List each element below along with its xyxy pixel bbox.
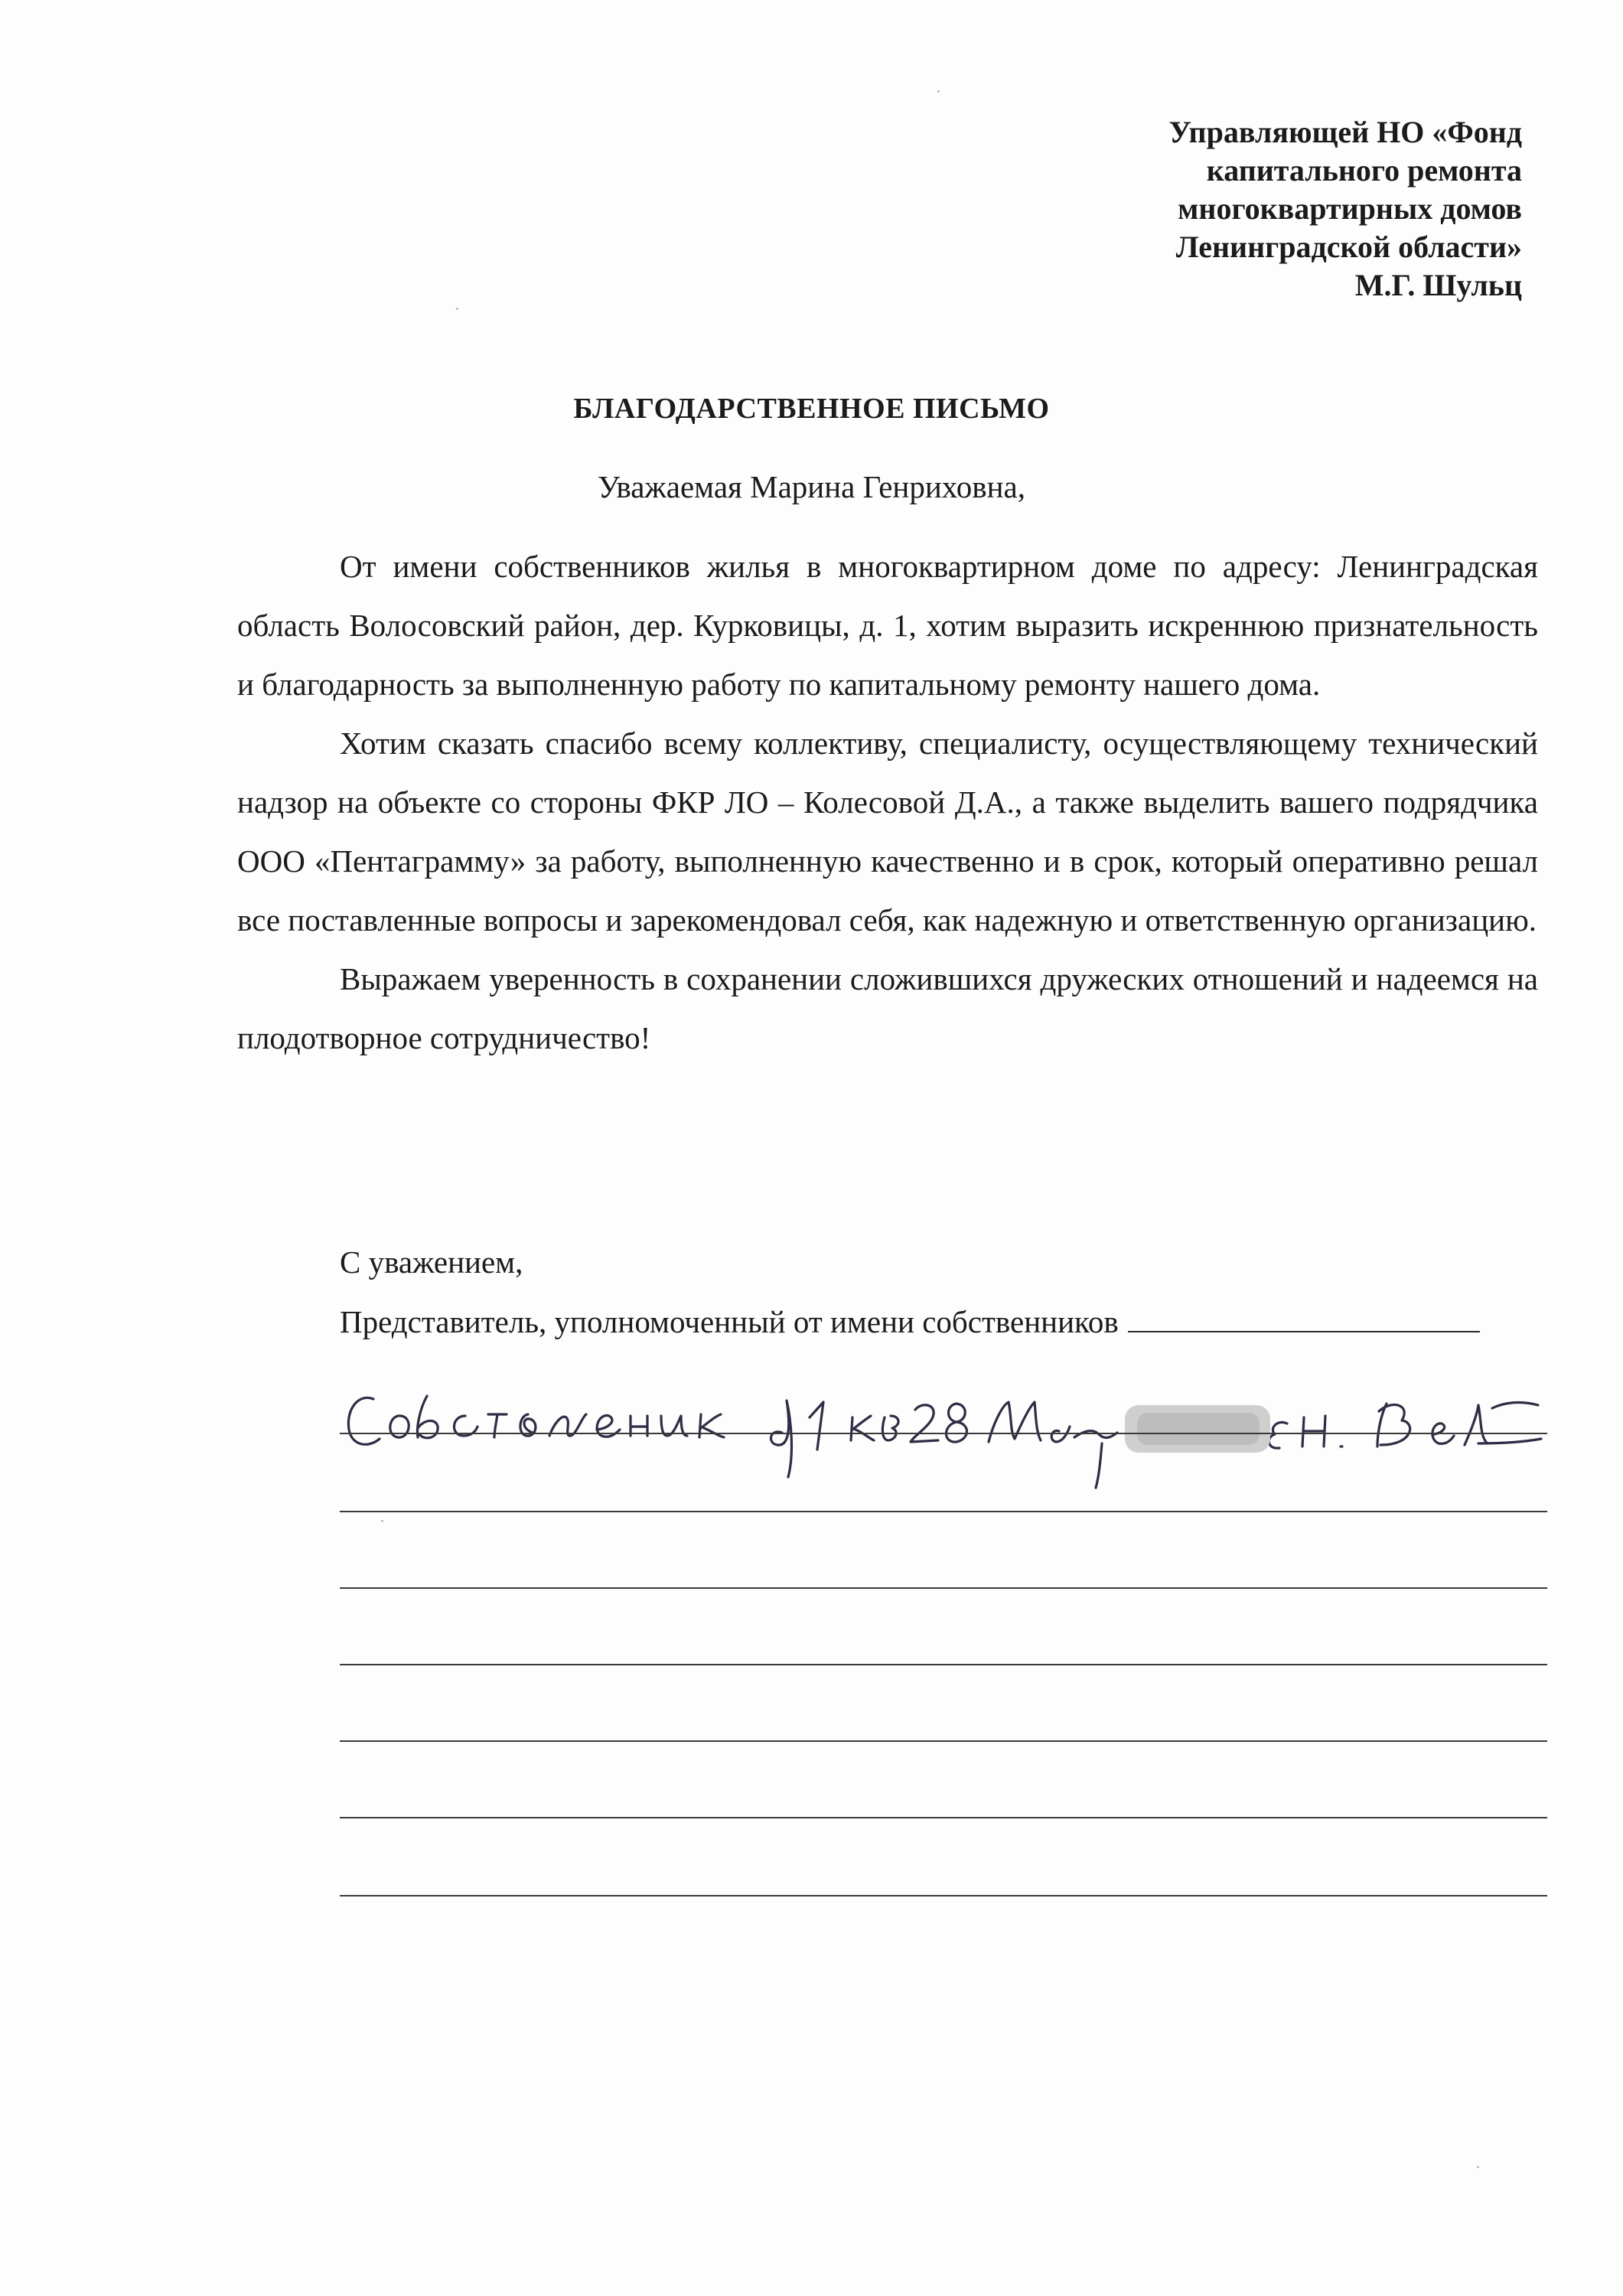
scan-speck — [381, 1520, 383, 1522]
representative-line — [340, 1292, 1480, 1352]
representative-blank — [1128, 1305, 1480, 1332]
ruled-line — [340, 1817, 1547, 1818]
addressee-line: Управляющей НО «Фонд — [1168, 115, 1522, 149]
addressee-line: многоквартирных домов — [1178, 191, 1522, 226]
addressee-name: М.Г. Шульц — [1354, 268, 1522, 302]
closing-regards: С уважением, — [340, 1244, 523, 1280]
body-paragraph: От имени собственников жилья в многоквартирном доме по адресу: Ленинградская область Волосовский район, дер. Курковицы, д. 1, хотим выразить искреннюю признательность и благодарность за выполненную работу по капитальному ремонту нашего дома. — [237, 549, 1538, 702]
salutation: Уважаемая Марина Генриховна, — [598, 469, 1025, 504]
ruled-line — [340, 1433, 1547, 1434]
ruled-line — [340, 1895, 1547, 1896]
addressee-block — [1168, 113, 1522, 305]
addressee-line: Ленинградской области» — [1175, 230, 1522, 264]
ruled-line — [340, 1587, 1547, 1589]
letter-body — [237, 537, 1538, 1068]
handwritten-signature — [337, 1355, 1546, 1492]
scan-speck — [937, 90, 940, 93]
closing-block — [340, 1232, 1480, 1352]
addressee-line: капитального ремонта — [1206, 153, 1522, 188]
scan-speck — [456, 308, 458, 310]
ruled-line — [340, 1511, 1547, 1512]
body-paragraph: Хотим сказать спасибо всему коллективу, специалисту, осуществляющему технический надзор на объекте со стороны ФКР ЛО – Колесовой Д.А., а также выделить вашего подрядчика ООО «Пентаграмму» за работу, выполненную качественно и в срок, который оперативно решал все поставленные вопросы и зарекомендовал себя, как надежную и ответственную организацию. — [237, 726, 1538, 938]
ruled-line — [340, 1664, 1547, 1665]
representative-label: Представитель, уполномоченный от имени собственников — [340, 1304, 1119, 1339]
letter-title: БЛАГОДАРСТВЕННОЕ ПИСЬМО — [573, 393, 1050, 425]
body-paragraph: Выражаем уверенность в сохранении сложившихся дружеских отношений и надеемся на плодотворное сотрудничество! — [237, 961, 1538, 1055]
scan-speck — [1477, 2166, 1479, 2168]
ruled-line — [340, 1740, 1547, 1742]
